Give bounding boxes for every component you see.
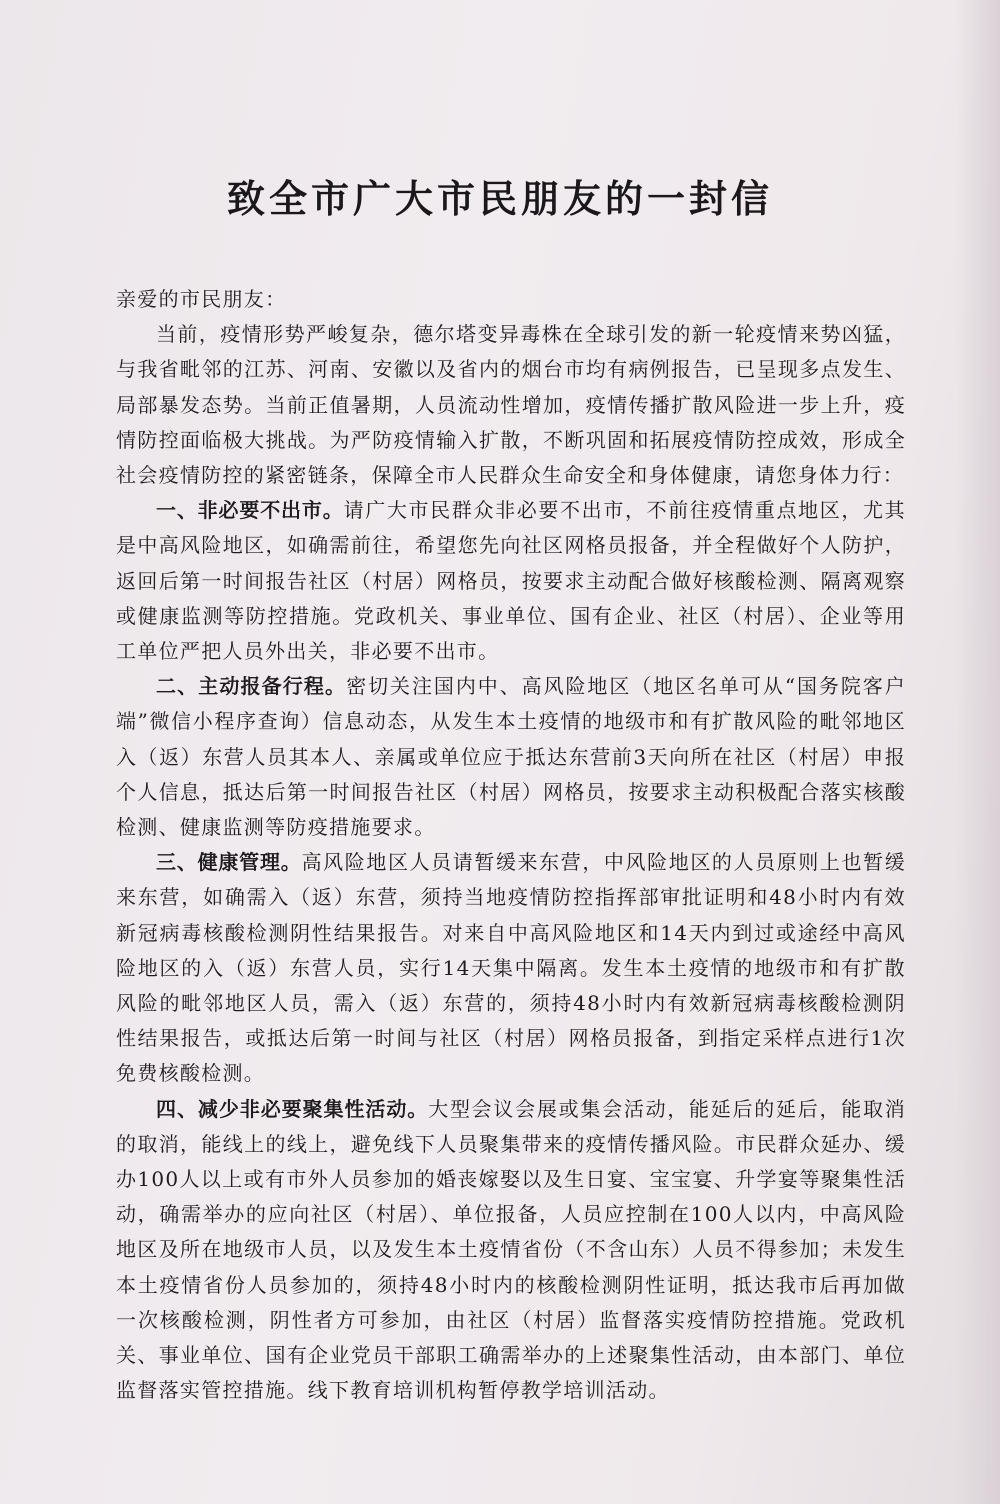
section-body: 高风险地区人员请暂缓来东营，中风险地区的人员原则上也暂缓来东营，如确需入（返）东营，须持当地疫情防控指挥部审批证明和48小时内有效新冠病毒核酸检测阴性结果报告。对来自中高风险地区和14天内到过或途经中高风险地区的入（返）东营人员，实行14天集中隔离。发生本土疫情的地级市和有扩散风险的毗邻地区人员，需入（返）东营的，须持48小时内有效新冠病毒核酸检测阴性结果报告，或抵达后第一时间与社区（村居）网格员报备，到指定采样点进行1次免费核酸检测。 xyxy=(116,850,906,1086)
intro-paragraph: 当前，疫情形势严峻复杂，德尔塔变异毒株在全球引发的新一轮疫情来势凶猛，与我省毗邻的江苏、河南、安徽以及省内的烟台市均有病例报告，已呈现多点发生、局部暴发态势。当前正值暑期，人员流动性增加，疫情传播扩散风险进一步上升，疫情防控面临极大挑战。为严防疫情输入扩散，不断巩固和拓展疫情防控成效，形成全社会疫情防控的紧密链条，保障全市人民群众生命安全和身体健康，请您身体力行： xyxy=(116,322,906,488)
section-heading: 三、健康管理。 xyxy=(156,850,302,875)
section-heading: 二、主动报备行程。 xyxy=(156,674,347,699)
section-paragraph xyxy=(116,669,906,845)
section-body: 请广大市民群众非必要不出市，不前往疫情重点地区，尤其是中高风险地区，如确需前往，希望您先向社区网格员报备，并全程做好个人防护，返回后第一时间报告社区（村居）网格员，按要求主动配合做好核酸检测、隔离观察或健康监测等防控措施。党政机关、事业单位、国有企业、社区（村居）、企业等用工单位严把人员外出关，非必要不出市。 xyxy=(116,498,906,664)
section-body: 大型会议会展或集会活动，能延后的延后，能取消的取消，能线上的线上，避免线下人员聚集带来的疫情传播风险。市民群众延办、缓办100人以上或有市外人员参加的婚丧嫁娶以及生日宴、宝宝宴、升学宴等聚集性活动，确需举办的应向社区（村居）、单位报备，人员应控制在100人以内，中高风险地区及所在地级市人员，以及发生本土疫情省份（不含山东）人员不得参加；未发生本土疫情省份人员参加的，须持48小时内的核酸检测阴性证明，抵达我市后再加做一次核酸检测，阴性者方可参加，由社区（村居）监督落实疫情防控措施。党政机关、事业单位、国有企业党员干部职工确需举办的上述聚集性活动，由本部门、单位监督落实管控措施。线下教育培训机构暂停教学培训活动。 xyxy=(116,1096,906,1403)
section-paragraph xyxy=(116,1092,906,1409)
section-body: 密切关注国内中、高风险地区（地区名单可从“国务院客户端”微信小程序查询）信息动态，从发生本土疫情的地级市和有扩散风险的毗邻地区入（返）东营人员其本人、亲属或单位应于抵达东营前3天向所在社区（村居）申报个人信息，抵达后第一时间报告社区（村居）网格员，按要求主动积极配合落实核酸检测、健康监测等防疫措施要求。 xyxy=(116,674,906,840)
section-heading: 一、非必要不出市。 xyxy=(156,498,344,523)
letter-body xyxy=(116,282,906,1409)
section-heading: 四、减少非必要聚集性活动。 xyxy=(156,1096,429,1121)
section-paragraph xyxy=(116,493,906,669)
salutation: 亲爱的市民朋友： xyxy=(116,287,287,311)
section-paragraph xyxy=(116,845,906,1091)
page-edge-shadow xyxy=(955,0,1000,1504)
letter-title: 致全市广大市民朋友的一封信 xyxy=(226,176,773,221)
